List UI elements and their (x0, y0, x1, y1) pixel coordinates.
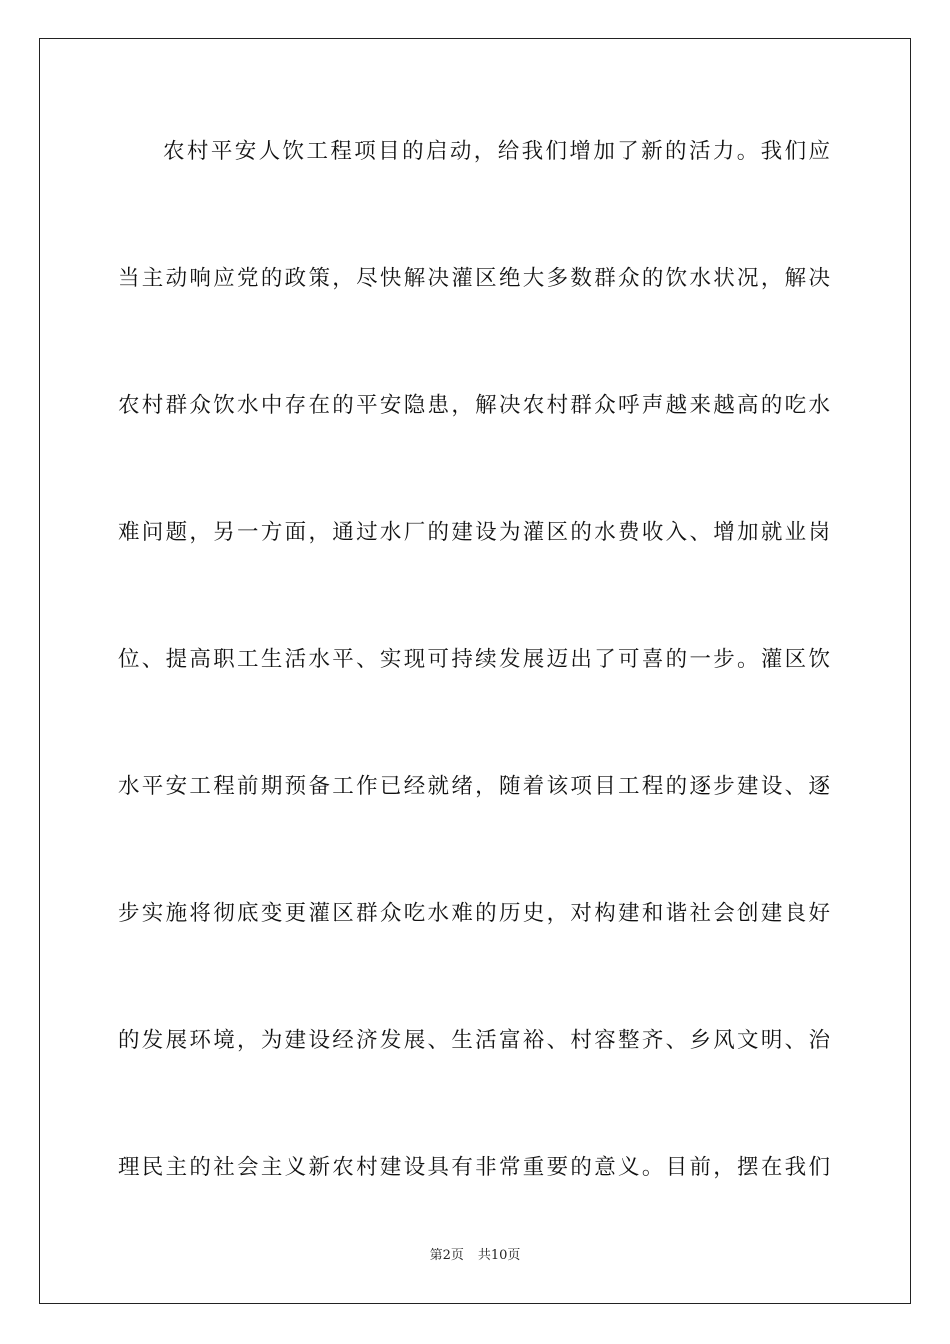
text-line-9: 理民主的社会主义新农村建设具有非常重要的意义。目前，摆在我们 (118, 1155, 830, 1180)
text-line-1: 农村平安人饮工程项目的启动，给我们增加了新的活力。我们应 (163, 139, 830, 164)
text-line-2: 当主动响应党的政策，尽快解决灌区绝大多数群众的饮水状况，解决 (118, 266, 830, 291)
page-number-total: 共10页 (477, 1248, 521, 1263)
text-line-6: 水平安工程前期预备工作已经就绪，随着该项目工程的逐步建设、逐 (118, 774, 830, 799)
document-body (118, 128, 830, 1271)
text-line-4: 难问题，另一方面，通过水厂的建设为灌区的水费收入、增加就业岗 (118, 520, 830, 545)
page-number-current: 第2页 (429, 1248, 464, 1263)
text-line-8: 的发展环境，为建设经济发展、生活富裕、村容整齐、乡风文明、治 (118, 1028, 830, 1053)
text-line-3: 农村群众饮水中存在的平安隐患，解决农村群众呼声越来越高的吃水 (118, 393, 830, 418)
text-line-5: 位、提高职工生活水平、实现可持续发展迈出了可喜的一步。灌区饮 (118, 647, 830, 672)
text-line-7: 步实施将彻底变更灌区群众吃水难的历史，对构建和谐社会创建良好 (118, 901, 830, 926)
page-footer (0, 1246, 950, 1266)
